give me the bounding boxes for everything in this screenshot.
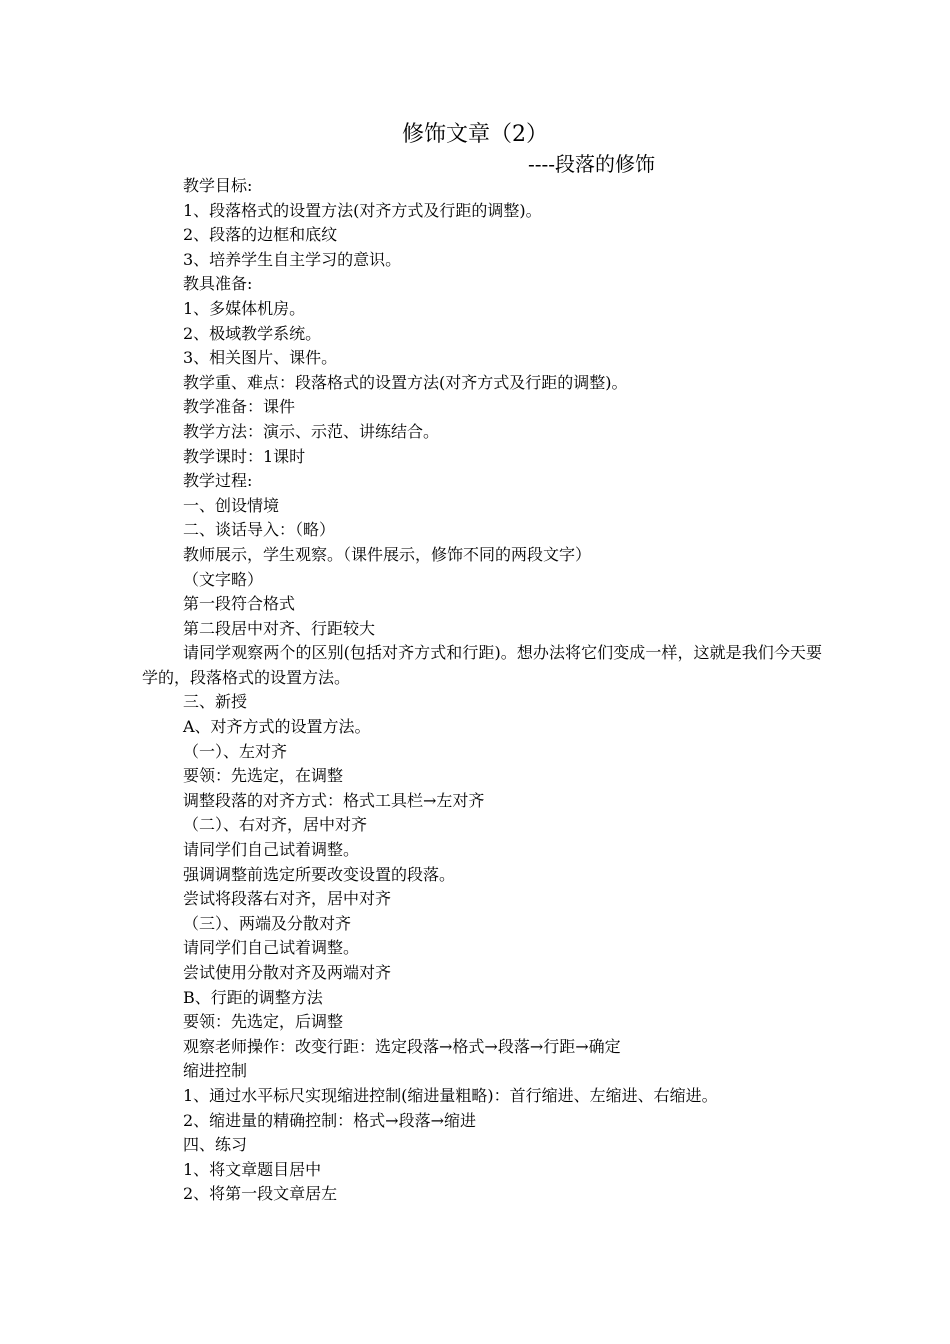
text-line: 强调调整前选定所要改变设置的段落。 <box>183 864 456 884</box>
text-line: 教师展示，学生观察。（课件展示，修饰不同的两段文字） <box>183 544 592 564</box>
text-line: 2、将第一段文章居左 <box>183 1184 338 1204</box>
text-line: 1、通过水平标尺实现缩进控制(缩进量粗略)：首行缩进、左缩进、右缩进。 <box>183 1085 718 1105</box>
text-line: 要领：先选定，在调整 <box>183 766 344 786</box>
text-line: 尝试将段落右对齐，居中对齐 <box>183 889 392 909</box>
text-line: 调整段落的对齐方式：格式工具栏→左对齐 <box>183 790 485 810</box>
text-line: （三）、两端及分散对齐 <box>183 913 352 933</box>
text-line: 教学重、难点：段落格式的设置方法(对齐方式及行距的调整)。 <box>183 372 628 392</box>
text-line: 观察老师操作：改变行距：选定段落→格式→段落→行距→确定 <box>183 1036 621 1056</box>
text-line: 2、缩进量的精确控制：格式→段落→缩进 <box>183 1110 476 1130</box>
text-line: 一、创设情境 <box>183 495 280 515</box>
text-line: 四、练习 <box>183 1135 248 1155</box>
document-title: 修饰文章（2） <box>402 122 548 147</box>
text-line: 三、新授 <box>183 692 248 712</box>
text-line: 请同学们自己试着调整。 <box>183 938 360 958</box>
text-line: 二、谈话导入：（略） <box>183 520 336 540</box>
text-line: 缩进控制 <box>183 1061 248 1081</box>
text-line: 第二段居中对齐、行距较大 <box>183 618 376 638</box>
text-line: 要领：先选定，后调整 <box>183 1012 344 1032</box>
text-line: 教学过程: <box>183 471 253 491</box>
text-line: 教学课时：1课时 <box>183 446 306 466</box>
text-line: 教具准备: <box>183 274 253 294</box>
text-line: 教学目标: <box>183 176 253 195</box>
text-line: （一）、左对齐 <box>183 741 288 761</box>
text-line: 3、培养学生自主学习的意识。 <box>183 249 402 269</box>
text-line: 教学方法：演示、示范、讲练结合。 <box>183 421 440 441</box>
text-paragraph: 请同学观察两个的区别(包括对齐方式和行距)。想办法将它们变成一样，这就是我们今天要学的，段落格式的设置方法。 <box>142 643 822 687</box>
text-line: 2、段落的边框和底纹 <box>183 225 338 245</box>
text-line: A、对齐方式的设置方法。 <box>183 717 371 737</box>
text-line: 第一段符合格式 <box>183 594 296 614</box>
document-subtitle: ----段落的修饰 <box>528 152 656 176</box>
text-line: 教学准备：课件 <box>183 397 296 417</box>
text-line: 2、极域教学系统。 <box>183 323 322 343</box>
text-line: （文字略） <box>183 569 264 589</box>
text-line: 请同学们自己试着调整。 <box>183 840 360 860</box>
text-line: （二）、右对齐，居中对齐 <box>183 815 368 835</box>
text-line: 1、将文章题目居中 <box>183 1159 322 1179</box>
text-line: 3、相关图片、课件。 <box>183 348 338 368</box>
text-line: 尝试使用分散对齐及两端对齐 <box>183 963 392 982</box>
text-line: B、行距的调整方法 <box>183 987 323 1007</box>
text-line: 1、多媒体机房。 <box>183 298 306 318</box>
text-line: 1、段落格式的设置方法(对齐方式及行距的调整)。 <box>183 200 542 220</box>
document-body <box>142 174 822 1207</box>
